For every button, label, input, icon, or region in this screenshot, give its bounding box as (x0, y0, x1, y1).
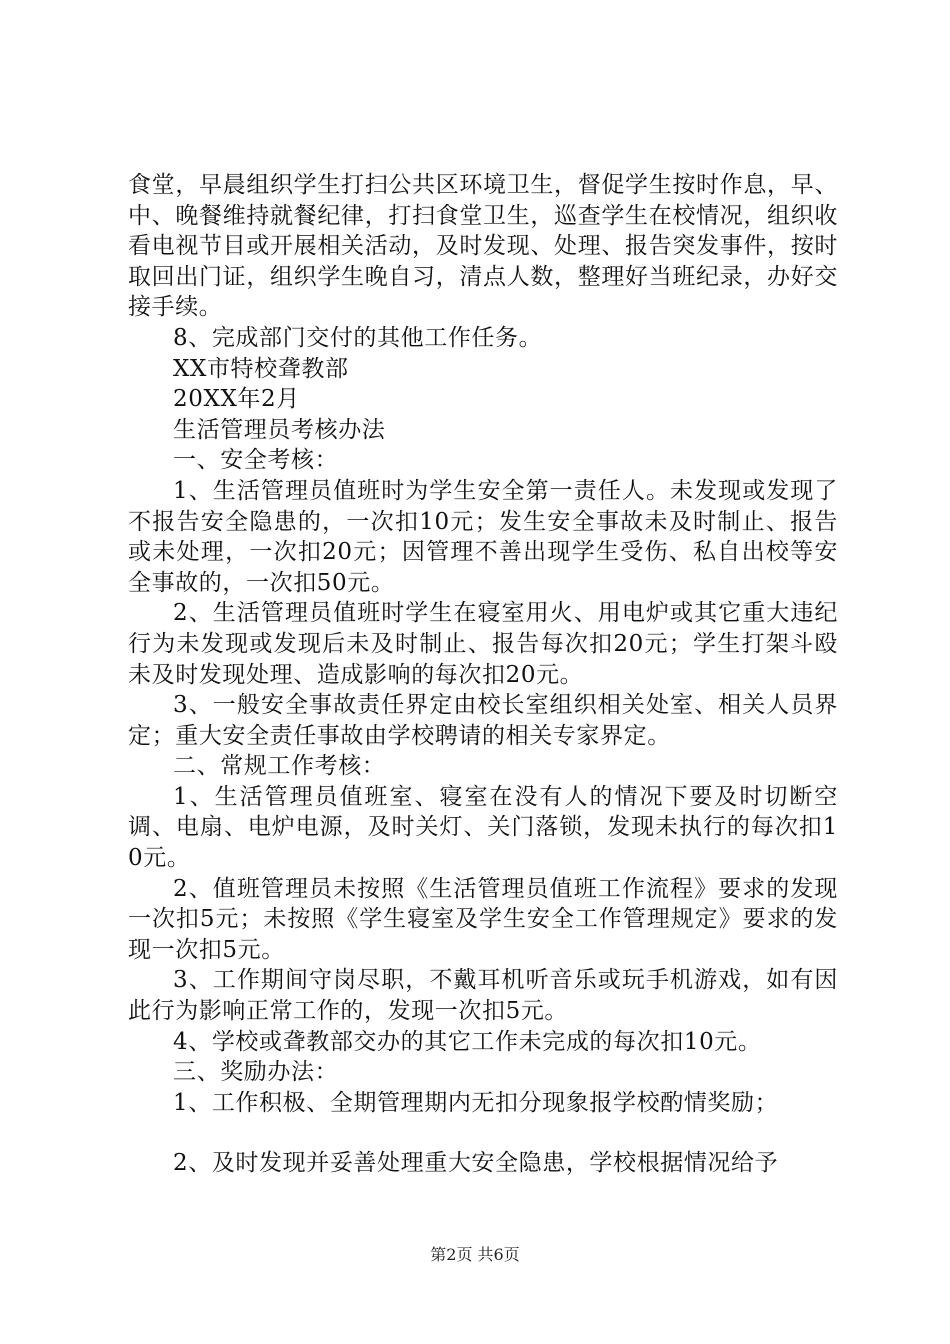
heading-reward: 三、奖励办法： (173, 1059, 339, 1086)
paragraph-duty-description: 食堂，早晨组织学生打扫公共区环境卫生，督促学生按时作息，早、中、晚餐维持就餐纪律，打扫食堂卫生，巡查学生在校情况，组织收看电视节目或开展相关活动，及时发现、处理、报告突发事件，按时取回出门证，组织学生晚自习，清点人数，整理好当班纪录，办好交接手续。 (128, 172, 838, 321)
paragraph-safety-3: 3、一般安全事故责任界定由校长室组织相关处室、相关人员界定；重大安全责任事故由学校聘请的相关专家界定。 (128, 692, 838, 749)
page-number-footer: 第2页 共6页 (430, 1245, 520, 1264)
paragraph-routine-3: 3、工作期间守岗尽职，不戴耳机听音乐或玩手机游戏，如有因此行为影响正常工作的，发现一次扣5元。 (128, 967, 838, 1025)
paragraph-routine-1: 1、生活管理员值班室、寝室在没有人的情况下要及时切断空调、电扇、电炉电源，及时关灯、关门落锁，发现未执行的每次扣10元。 (128, 783, 838, 872)
paragraph-issuer: XX市特校聋教部 (173, 355, 349, 382)
paragraph-safety-1: 1、生活管理员值班时为学生安全第一责任人。未发现或发现了不报告安全隐患的，一次扣10元；发生安全事故未及时制止、报告或未处理，一次扣20元；因管理不善出现学生受伤、私自出校等安全事故的，一次扣50元。 (128, 477, 838, 596)
paragraph-routine-2: 2、值班管理员未按照《生活管理员值班工作流程》要求的发现一次扣5元；未按照《学生寝室及学生安全工作管理规定》要求的发现一次扣5元。 (128, 875, 838, 963)
heading-safety-assessment: 一、安全考核： (173, 447, 339, 474)
paragraph-safety-2: 2、生活管理员值班时学生在寝室用火、用电炉或其它重大违纪行为未发现或发现后未及时制止、报告每次扣20元；学生打架斗殴未及时发现处理、造成影响的每次扣20元。 (128, 600, 838, 688)
paragraph-date: 20XX年2月 (173, 386, 300, 413)
paragraph-routine-4: 4、学校或聋教部交办的其它工作未完成的每次扣10元。 (173, 1028, 762, 1055)
section-title: 生活管理员考核办法 (173, 416, 386, 443)
heading-routine-assessment: 二、常规工作考核： (173, 753, 386, 780)
document-body (128, 170, 838, 1179)
paragraph-item-8: 8、完成部门交付的其他工作任务。 (173, 324, 543, 351)
paragraph-reward-1: 1、工作积极、全期管理期内无扣分现象报学校酌情奖励； (173, 1089, 779, 1116)
paragraph-reward-2: 2、及时发现并妥善处理重大安全隐患，学校根据情况给予 (173, 1150, 779, 1177)
